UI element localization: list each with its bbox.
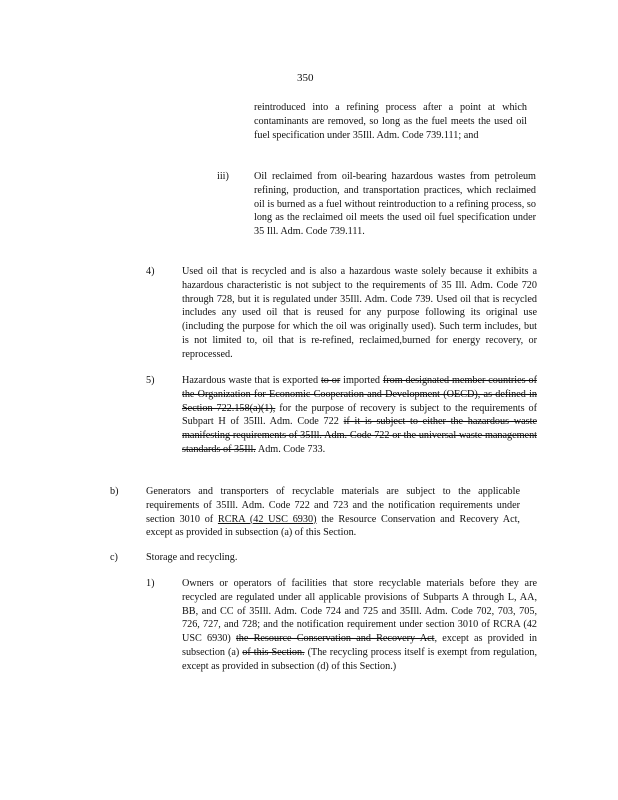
- item-label-c: c): [110, 552, 118, 563]
- item-iii-text: Oil reclaimed from oil-bearing hazardous wastes from petroleum refining, production, and transportation practices, which reclaimed oil is burned as a fuel without reintroduction to a refining process, so long as the reclaimed oil meets the used oil fuel specification under 35 Ill. Adm. Code 739.111.: [254, 171, 536, 238]
- item-b-text-2: the Resource Conservation and Recovery Act, except as provided in subsection (a) of this Section.: [146, 513, 520, 539]
- item-c1-struck-2: of this Section.: [242, 646, 305, 658]
- item-c1-struck-1: the Resource Conservation and Recovery Act: [235, 633, 435, 645]
- item-5-text-4: Adm. Code 733.: [255, 443, 326, 455]
- item-c-heading: Storage and recycling.: [146, 552, 238, 563]
- item-b-text: [146, 485, 520, 540]
- item-5-struck-3: if it is subject to either the hazardous waste manifesting requirements of 35Ill. Adm. Code 722 or the universal waste management standards of 35Ill.: [182, 416, 537, 455]
- item-label-5: 5): [146, 375, 155, 386]
- item-label-iii: iii): [217, 171, 229, 182]
- item-5-struck-2: from designated member countries of the Organization for Economic Cooperation and Development (OECD), as defined in Section 722.158(a)(1),: [182, 375, 538, 414]
- item-b-underlined: RCRA (42 USC 6930): [217, 513, 317, 525]
- item-5-text-2: imported: [340, 375, 383, 386]
- item-5-struck-1: to or: [320, 375, 341, 386]
- page-number: 350: [297, 72, 314, 84]
- item-c1-text: [182, 577, 537, 674]
- item-label-b: b): [110, 486, 119, 497]
- item-c1-text-2: , except as provided in subsection (a): [182, 633, 537, 658]
- item-label-c1: 1): [146, 578, 155, 589]
- item-b-text-1: Generators and transporters of recyclable materials are subject to the applicable requirements of 35Ill. Adm. Code 722 and 723 and the notification requirements under section 3010 of: [146, 486, 520, 525]
- item-4-text: Used oil that is recycled and is also a hazardous waste solely because it exhibits a hazardous characteristic is not subject to the requirements of 35 Ill. Adm. Code 720 through 728, but it is regulated under 35Ill. Adm. Code 739. Used oil that is recycled includes any used oil that is reused for any purpose following its original use (including the purpose for which the oil was originally used). Such term includes, but is not limited to, oil that is re-refined, reclaimed,burned for energy recovery, or reprocessed.: [182, 266, 537, 360]
- item-c1-text-1: Owners or operators of facilities that store recyclable materials before they are recycled are regulated under all applicable provisions of Subparts A through L, AA, BB, and CC of 35Ill. Adm. Code 724 and 725 and 35Ill. Adm. Code 702, 703, 705, 726, 727, and 728; and the notification requirement under section 3010 of RCRA (42 USC 6930): [182, 578, 537, 645]
- item-5-text-3: for the purpose of recovery is subject to the requirements of Subpart H of 35Ill. Adm. Code 722: [182, 402, 537, 428]
- item-label-4: 4): [146, 266, 155, 277]
- item-5-text-1: Hazardous waste that is exported: [182, 375, 321, 386]
- item-5-text: [182, 374, 537, 457]
- item-c1-text-3: (The recycling process itself is exempt from regulation, except as provided in subsection (d) of this Section.): [182, 646, 537, 672]
- continued-paragraph: reintroduced into a refining process after a point at which contaminants are removed, so long as the fuel meets the used oil fuel specification under 35Ill. Adm. Code 739.111; and: [254, 102, 527, 141]
